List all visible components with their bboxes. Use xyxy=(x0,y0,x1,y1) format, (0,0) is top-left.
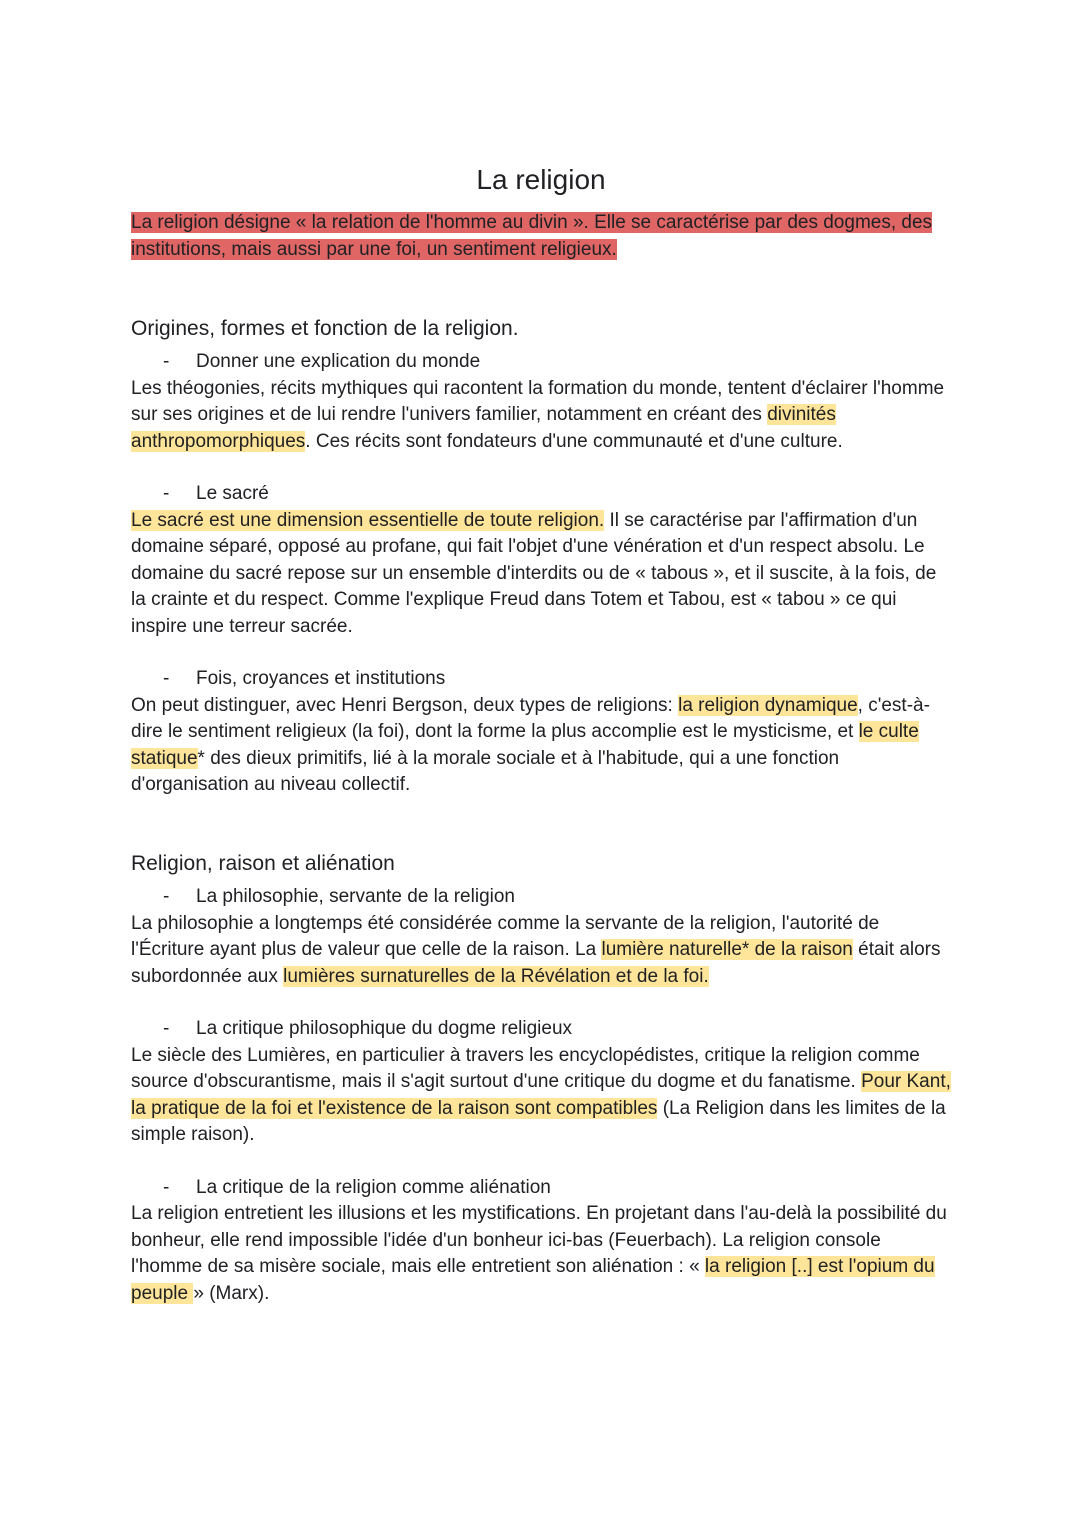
text-run: était alors subordonnée aux xyxy=(131,939,941,987)
bullet-item xyxy=(131,666,951,693)
bullet-item xyxy=(131,349,951,376)
text-run: » (Marx). xyxy=(193,1282,270,1304)
highlight-text: divinités anthropomorphiques xyxy=(131,404,836,452)
paragraph-theogonies xyxy=(131,376,951,456)
text-run: * des dieux primitifs, lié à la morale sociale et à l'habitude, qui a une fonction d'organisation au niveau collectif. xyxy=(131,747,840,795)
paragraph-bergson xyxy=(131,693,951,799)
bullet-dash: - xyxy=(163,1176,170,1198)
section-heading: Religion, raison et aliénation xyxy=(131,852,395,875)
page-title: La religion xyxy=(476,164,606,195)
paragraph-philosophie xyxy=(131,911,951,991)
section-origines xyxy=(131,315,951,799)
highlight-text: lumières surnaturelles de la Révélation et de la foi. xyxy=(283,965,709,987)
highlight-text: la religion [..] est l'opium du peuple xyxy=(131,1256,935,1304)
text-run: Le siècle des Lumières, en particulier à travers les encyclopédistes, critique la religion comme source d'obscurantisme, mais il s'agit surtout d'une critique du dogme et du fanatisme. xyxy=(131,1044,920,1092)
text-run: (La Religion dans les limites de la simple raison). xyxy=(131,1097,946,1145)
highlight-text: Le sacré est une dimension essentielle de toute religion. xyxy=(131,509,605,531)
bullet-label: La critique de la religion comme aliénation xyxy=(196,1176,551,1198)
text-run: La philosophie a longtemps été considérée comme la servante de la religion, l'autorité de l'Écriture ayant plus de valeur que celle de la raison. La xyxy=(131,912,880,960)
bullet-item xyxy=(131,1175,951,1202)
paragraph-sacre xyxy=(131,508,951,641)
bullet-item xyxy=(131,884,951,911)
bullet-dash: - xyxy=(163,483,170,504)
bullet-label: La critique philosophique du dogme religieux xyxy=(196,1018,573,1039)
bullet-item xyxy=(131,1016,951,1043)
bullet-label: La philosophie, servante de la religion xyxy=(196,886,515,907)
highlight-text: le culte statique xyxy=(131,721,919,769)
text-run: La religion entretient les illusions et les mystifications. En projetant dans l'au-delà la possibilité du bonheur, elle rend impossible l'idée d'un bonheur ici-bas (Feuerbach). La religion console l'homme de sa misère sociale, mais elle entretient son aliénation : « xyxy=(131,1203,947,1277)
intro-paragraph xyxy=(131,210,951,263)
section-raison xyxy=(131,850,951,1307)
intro-highlight: La religion désigne « la relation de l'homme au divin ». Elle se caractérise par des dogmes, des institutions, mais aussi par une foi, un sentiment religieux. xyxy=(131,212,933,260)
bullet-dash: - xyxy=(163,351,170,372)
bullet-dash: - xyxy=(163,886,170,907)
highlight-text: lumière naturelle* de la raison xyxy=(601,939,853,960)
bullet-label: Le sacré xyxy=(196,483,269,504)
bullet-label: Donner une explication du monde xyxy=(196,351,481,372)
highlight-text: la religion dynamique xyxy=(678,694,858,716)
highlight-text: Pour Kant, la pratique de la foi et l'existence de la raison sont compatibles xyxy=(131,1071,951,1119)
text-run: , c'est-à-dire le sentiment religieux (la foi), dont la forme la plus accomplie est le mysticisme, et xyxy=(131,694,930,742)
text-run: Les théogonies, récits mythiques qui racontent la formation du monde, tentent d'éclairer l'homme sur ses origines et de lui rendre l'univers familier, notamment en créant des xyxy=(131,377,945,425)
paragraph-alienation xyxy=(131,1201,951,1307)
section-heading: Origines, formes et fonction de la religion. xyxy=(131,317,519,340)
text-run: On peut distinguer, avec Henri Bergson, deux types de religions: xyxy=(131,694,679,716)
bullet-dash: - xyxy=(163,1018,170,1039)
bullet-item xyxy=(131,481,951,508)
paragraph-lumieres xyxy=(131,1043,951,1149)
bullet-label: Fois, croyances et institutions xyxy=(196,668,446,689)
bullet-dash: - xyxy=(163,668,170,689)
text-run: . Ces récits sont fondateurs d'une communauté et d'une culture. xyxy=(305,430,843,452)
text-run: Il se caractérise par l'affirmation d'un domaine séparé, opposé au profane, qui fait l'objet d'une vénération et d'un respect absolu. Le domaine du sacré repose sur un ensemble d'interdits ou de « tabous », et il suscite, à la fois, de la crainte et du respect. Comme l'explique Freud dans Totem et Tabou, est « tabou » ce qui inspire une terreur sacrée. xyxy=(131,509,937,637)
